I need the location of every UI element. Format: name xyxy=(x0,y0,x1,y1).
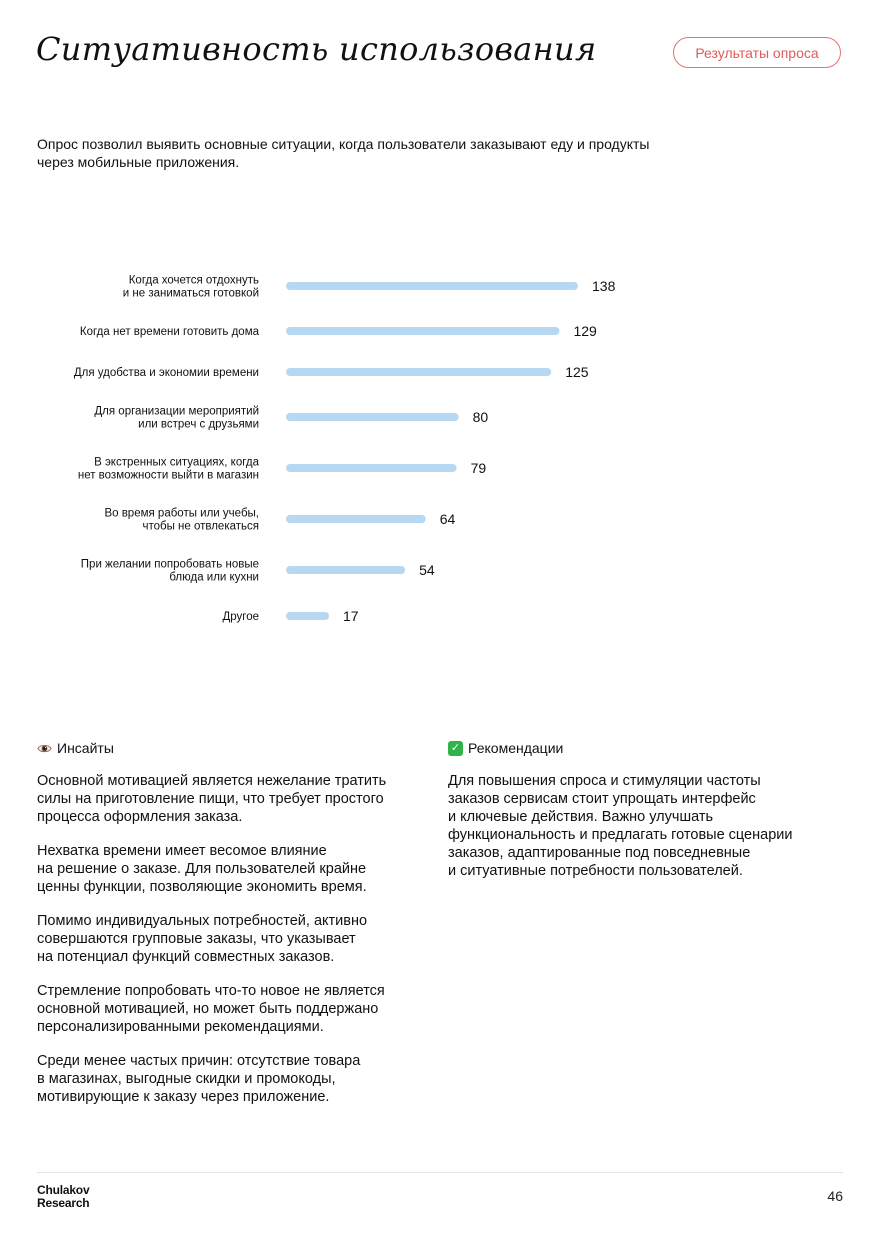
insight-paragraph xyxy=(37,772,432,826)
footer-divider xyxy=(37,1172,843,1173)
recommendations-heading-label: Рекомендации xyxy=(468,740,564,756)
bar-value-label: 80 xyxy=(472,409,489,425)
check-icon: ✓ xyxy=(448,741,463,756)
intro-line: через мобильные приложения. xyxy=(37,154,240,170)
category-label xyxy=(80,326,260,338)
category-label-line: При желании попробовать новые xyxy=(80,558,259,571)
bar-value-label: 129 xyxy=(573,323,597,339)
category-label xyxy=(74,367,259,379)
insights-section xyxy=(37,738,432,1122)
situations-bar-chart xyxy=(0,255,880,645)
paragraph-line: и ключевые действия. Важно улучшать xyxy=(448,809,714,825)
category-label-line: блюда или кухни xyxy=(169,571,259,584)
category-label xyxy=(104,508,259,533)
insight-paragraph xyxy=(37,842,432,896)
paragraph-line: в магазинах, выгодные скидки и промокоды, xyxy=(37,1071,336,1087)
recommendations-section xyxy=(448,738,848,896)
survey-results-badge[interactable]: Результаты опроса xyxy=(673,37,841,68)
paragraph-line: Среди менее частых причин: отсутствие товара xyxy=(37,1053,361,1069)
category-label-line: Другое xyxy=(222,611,259,623)
category-label-line: Когда нет времени готовить дома xyxy=(79,326,259,338)
paragraph-line: силы на приготовление пищи, что требует простого xyxy=(37,791,384,807)
paragraph-line: и ситуативные потребности пользователей. xyxy=(448,863,743,879)
paragraph-line: Помимо индивидуальных потребностей, активно xyxy=(37,913,368,929)
paragraph-line: мотивирующие к заказу через приложение. xyxy=(37,1089,330,1105)
insights-heading-label: Инсайты xyxy=(57,740,114,756)
recommendations-heading xyxy=(448,738,848,758)
brand-logo[interactable] xyxy=(37,1184,89,1210)
bar-value-label: 17 xyxy=(342,608,359,624)
paragraph-line: Стремление попробовать что-то новое не является xyxy=(37,983,385,999)
insight-paragraph xyxy=(37,912,432,966)
page-number: 46 xyxy=(827,1188,843,1204)
insight-paragraph xyxy=(37,982,432,1036)
category-label-line: или встреч с друзьями xyxy=(138,418,259,431)
category-label-line: Для организации мероприятий xyxy=(94,405,259,418)
category-label-line: Во время работы или учебы, xyxy=(104,507,259,520)
bar-value-label: 79 xyxy=(470,460,487,476)
category-label xyxy=(222,611,259,623)
logo-line: Chulakov xyxy=(37,1183,90,1197)
intro-line: Опрос позволил выявить основные ситуации, когда пользователи заказывают еду и продукты xyxy=(37,136,650,152)
insight-paragraph xyxy=(37,1052,432,1106)
paragraph-line: Для повышения спроса и стимуляции частоты xyxy=(448,773,761,789)
paragraph-line: ценны функции, позволяющие экономить время. xyxy=(37,879,367,895)
category-label-line: В экстренных ситуациях, когда xyxy=(94,456,259,469)
category-label-line: и не заниматься готовкой xyxy=(122,287,259,300)
intro-text xyxy=(37,135,757,171)
bar-value-label: 125 xyxy=(565,364,589,380)
recommendations-paragraph xyxy=(448,772,848,880)
paragraph-line: Нехватка времени имеет весомое влияние xyxy=(37,843,327,859)
category-label-line: чтобы не отвлекаться xyxy=(142,520,259,533)
category-label xyxy=(94,406,259,431)
paragraph-line: процесса оформления заказа. xyxy=(37,809,243,825)
paragraph-line: совершаются групповые заказы, что указывает xyxy=(37,931,356,947)
category-label xyxy=(81,559,259,584)
paragraph-line: Основной мотивацией является нежелание тратить xyxy=(37,773,387,789)
category-label xyxy=(123,275,259,300)
bar-value-label: 138 xyxy=(592,278,616,294)
paragraph-line: заказов, адаптированные под повседневные xyxy=(448,845,751,861)
paragraph-line: заказов сервисам стоит упрощать интерфейс xyxy=(448,791,756,807)
bar-value-label: 64 xyxy=(439,511,456,527)
paragraph-line: на потенциал функций совместных заказов. xyxy=(37,949,335,965)
bar-value-label: 54 xyxy=(419,562,435,578)
category-label-line: Для удобства и экономии времени xyxy=(73,367,259,379)
category-label-line: нет возможности выйти в магазин xyxy=(77,469,259,482)
paragraph-line: персонализированными рекомендациями. xyxy=(37,1019,324,1035)
eye-icon xyxy=(37,741,52,756)
category-label xyxy=(78,457,260,482)
paragraph-line: функциональность и предлагать готовые сценарии xyxy=(448,827,793,843)
paragraph-line: основной мотивацией, но может быть поддержано xyxy=(37,1001,379,1017)
insights-heading xyxy=(37,738,432,758)
page-title: Ситуативность использования xyxy=(36,30,597,68)
category-label-line: Когда хочется отдохнуть xyxy=(128,274,259,287)
logo-line: Research xyxy=(37,1196,90,1210)
paragraph-line: на решение о заказе. Для пользователей крайне xyxy=(37,861,367,877)
